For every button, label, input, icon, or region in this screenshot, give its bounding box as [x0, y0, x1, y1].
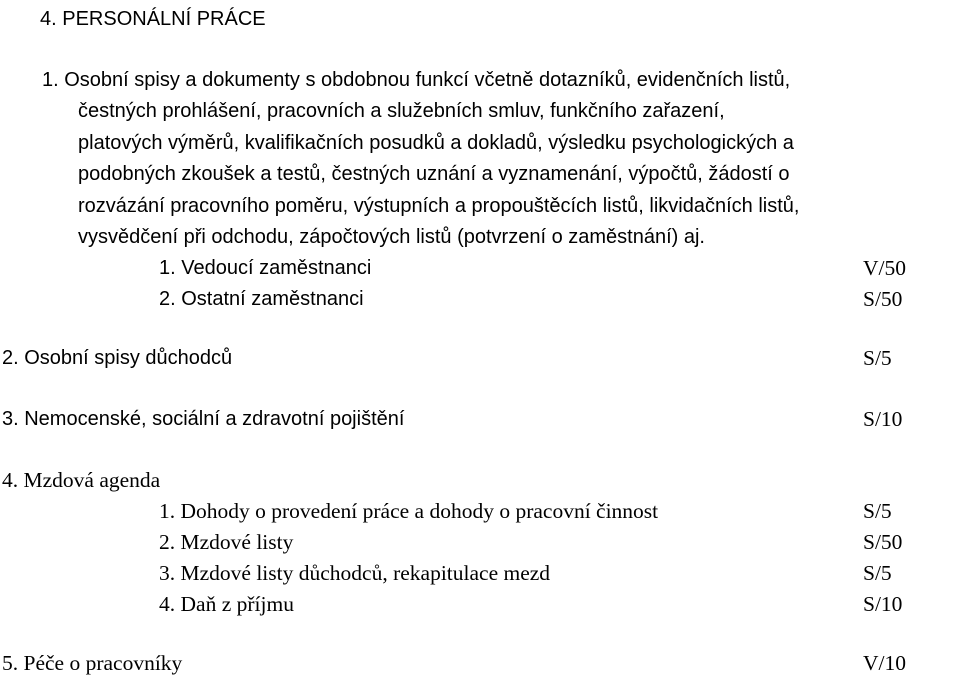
section-label: 4. Mzdová agenda: [2, 468, 161, 492]
paragraph-line: čestných prohlášení, pracovních a služebních smluv, funkčního zařazení,: [78, 100, 725, 122]
section-label: 5. Péče o pracovníky: [2, 651, 183, 675]
subitem-label: 1. Vedoucí zaměstnanci: [159, 257, 372, 279]
section-heading: 4. PERSONÁLNÍ PRÁCE: [40, 8, 266, 30]
retention-code: V/10: [863, 651, 906, 675]
section-label: 3. Nemocenské, sociální a zdravotní pojištění: [2, 408, 405, 430]
paragraph-line: vysvědčení při odchodu, zápočtových listů (potvrzení o zaměstnání) aj.: [78, 226, 705, 248]
retention-code: S/5: [863, 346, 892, 370]
retention-code: S/5: [863, 499, 892, 523]
retention-code: S/50: [863, 530, 903, 554]
paragraph-line: platových výměrů, kvalifikačních posudků a dokladů, výsledku psychologických a: [78, 132, 794, 154]
retention-code: V/50: [863, 256, 906, 280]
retention-code: S/5: [863, 561, 892, 585]
paragraph-line: rozvázání pracovního poměru, výstupních a propouštěcích listů, likvidačních listů,: [78, 195, 800, 217]
retention-code: S/10: [863, 592, 903, 616]
subitem-label: 3. Mzdové listy důchodců, rekapitulace mezd: [159, 561, 551, 585]
retention-code: S/50: [863, 287, 903, 311]
subitem-label: 2. Ostatní zaměstnanci: [159, 288, 364, 310]
subitem-label: 2. Mzdové listy: [159, 530, 294, 554]
subitem-label: 4. Daň z příjmu: [159, 592, 294, 616]
section-label: 2. Osobní spisy důchodců: [2, 347, 233, 369]
paragraph-line: 1. Osobní spisy a dokumenty s obdobnou funkcí včetně dotazníků, evidenčních listů,: [42, 69, 791, 91]
paragraph-line: podobných zkoušek a testů, čestných uznání a vyznamenání, výpočtů, žádostí o: [78, 163, 790, 185]
retention-code: S/10: [863, 407, 903, 431]
subitem-label: 1. Dohody o provedení práce a dohody o pracovní činnost: [159, 499, 659, 523]
